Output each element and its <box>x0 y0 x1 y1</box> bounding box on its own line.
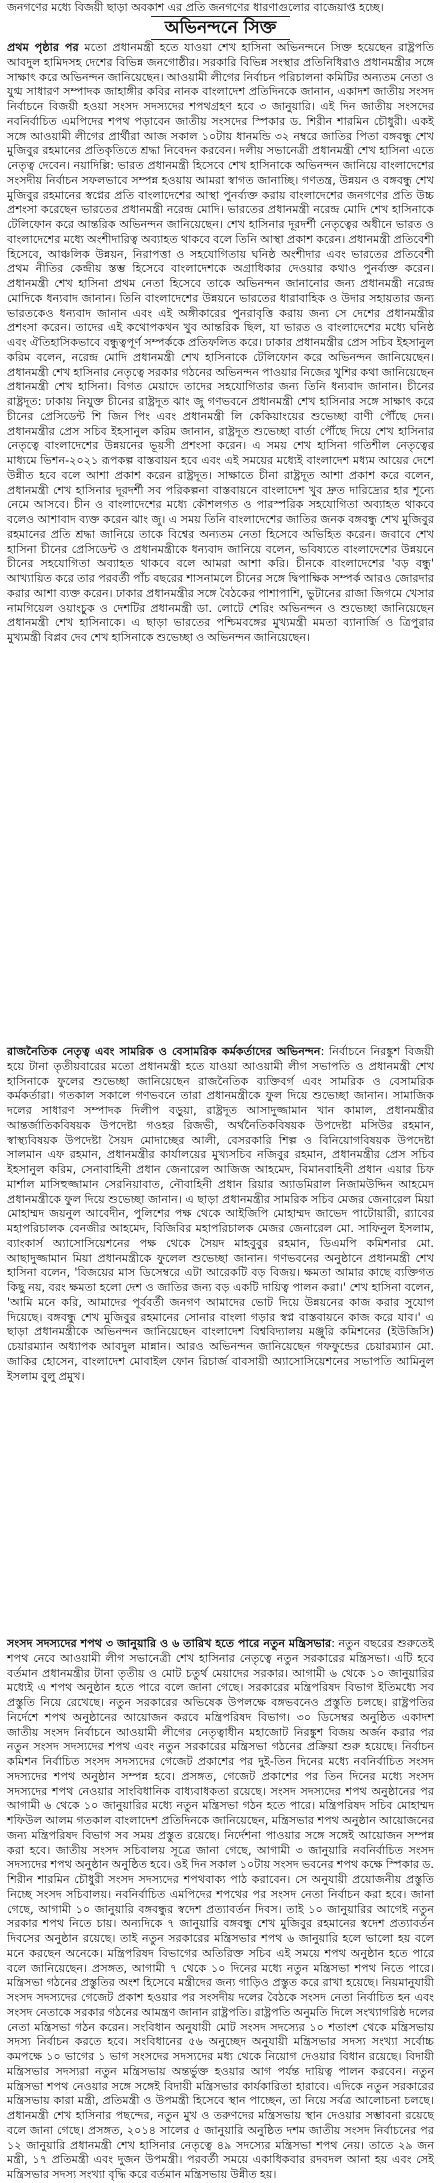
section-lead-first-page: প্রথম পৃষ্ঠার পর <box>7 41 79 54</box>
paragraph-oath-cabinet-text: : নতুন বছরের শুরুতেই শপথ নেবে আওয়ামী লীগ সভানেত্রী শেখ হাসিনার নেতৃত্বে নতুন সরকারের মন্ত্রিসভা। এটি হবে বর্তমান প্রধানমন্ত্রীর টানা তৃতীয় ও মোট চতুর্থ মেয়াদের সরকার। আগামী ৬ থেকে ১০ জানুয়ারির মধ্যেই এ শপথ অনুষ্ঠান হতে পারে বলে জানা গেছে। সরকারের মন্ত্রিপরিষদ বিভাগ ইতিমধ্যে সব প্রস্তুতি নিয়ে রেখেছে। নতুন সরকারের অভিষেক উপলক্ষে বঙ্গভবনেও প্রস্তুতি চলছে। রাষ্ট্রপতির নির্দেশে শপথ অনুষ্ঠানের আয়োজন করবে মন্ত্রিপরিষদ বিভাগ। ৩০ ডিসেম্বর অনুষ্ঠিত একাদশ জাতীয় সংসদ নির্বাচনে আওয়ামী লীগের নেতৃত্বাধীন মহাজোট নিরঙ্কুশ বিজয় অর্জন করার পর নতুন সংসদ সদস্যদের শপথ এবং নতুন সরকারের মন্ত্রিসভা গঠনের প্রক্রিয়া শুরু হয়েছে। নির্বাচন কমিশন নির্বাচিত সংসদ সদস্যদের গেজেট প্রকাশের পর দুই-তিন দিনের মধ্যে নবনির্বাচিত সংসদ সদস্যদের শপথ অনুষ্ঠান সম্পন্ন হবে। প্রসঙ্গত, গেজেট প্রকাশের পর তিন দিনের মধ্যে সংসদ সদস্যদের শপথ নেওয়ার সাংবিধানিক বাধ্যবাধকতা রয়েছে। সংসদ সদস্যদের শপথ অনুষ্ঠানের পর আগামী ৬ থেকে ১০ জানুয়ারির মধ্যে নতুন মন্ত্রিসভা গঠন হতে পারে। মন্ত্রিপরিষদ সচিব মোহাম্মদ শফিউল আলম গতকাল বাংলাদেশ প্রতিদিনকে জানিয়েছেন, মন্ত্রিসভার শপথ অনুষ্ঠান আয়োজনের জন্য মন্ত্রিপরিষদ বিভাগ সব সময় প্রস্তুত রয়েছে। নির্দেশনা পাওয়ার সঙ্গে সঙ্গেই আয়োজন সম্পন্ন করা হবে। জাতীয় সংসদ সচিবালয় সূত্রে জানা গেছে, আগামী ৩ জানুয়ারি নবনির্বাচিত সংসদ সদস্যদের শপথ অনুষ্ঠান অনুষ্ঠিত হবে। ওই দিন সকাল ১০টায় সংসদ ভবনের শপথ কক্ষে স্পিকার ড. শিরীন শারমিন চৌধুরী সংসদ সদস্যদের শপথবাক্য পাঠ করাবেন। সে অনুযায়ী প্রয়োজনীয় প্রস্তুতি নিচ্ছে সংসদ সচিবালয়। নবনির্বাচিত এমপিদের শপথের পর সংসদ নেতা নির্বাচন করা হবে। জানা গেছে, আগামী ১০ জানুয়ারি বঙ্গবন্ধুর স্বদেশ প্রত্যাবর্তন দিবস। তাই ১০ জানুয়ারির আগেই নতুন সরকার শপথ নিতে চায়। অন্যদিকে ৭ জানুয়ারি বঙ্গবন্ধু শেখ মুজিবুর রহমানের স্বদেশ প্রত্যাবর্তন দিবসের অনুষ্ঠান রয়েছে। তাই নতুন সরকারের মন্ত্রিসভার শপথ ৬ জানুয়ারি হলে ভালো হয় বলে মনে করছেন অনেকে। মন্ত্রিপরিষদ বিভাগের অতিরিক্ত সচিব এই সময়ে শপথ অনুষ্ঠান হতে পারে বলে জানিয়েছেন। প্রসঙ্গত, আগামী ৭ থেকে ১০ দিনের মধ্যে নতুন মন্ত্রিসভা শপথ নিতে পারে। মন্ত্রিসভা গঠনের প্রস্তুতির অংশ হিসেবে মন্ত্রীদের জন্য গাড়িও প্রস্তুত করে রাখা হয়েছে। নিয়মানুযায়ী সংসদ সদস্যদের গেজেট প্রকাশ হওয়ার পর সংসদীয় দলের বৈঠকে সংসদ নেতা নির্বাচিত হন এবং সংসদ নেতাকে সরকার গঠনের আমন্ত্রণ জানান রাষ্ট্রপতি। রাষ্ট্রপতি অনুমতি দিলে সংখ্যাগরিষ্ঠ দলের নেতা মন্ত্রিসভা গঠন করেন। সংবিধান অনুযায়ী মোট সংসদ সদস্যের ১০ শতাংশ থেকে মন্ত্রিসভায় সদস্য নির্বাচন করতে হবে। সংবিধানের ৫৬ অনুচ্ছেদ অনুযায়ী মন্ত্রিসভার সদস্য সংখ্যা সর্বোচ্চ কমপক্ষে ১০ ভাগের ১ ভাগ সংসদের সদস্যদের মধ্য থেকে নিয়োগ দেওয়ার বিধান রয়েছে। বিদায়ী মন্ত্রিসভার সদস্যরা নতুন মন্ত্রিসভায় অন্তর্ভুক্ত হওয়ার আগ পর্যন্ত দায়িত্ব পালন করবেন। নতুন মন্ত্রিসভা শপথ নেওয়ার সঙ্গে সঙ্গেই বিদায়ী মন্ত্রিসভার কার্যকারিতা হারাবে। এদিকে নতুন সরকারের মন্ত্রিসভায় কারা মন্ত্রী, প্রতিমন্ত্রী ও উপমন্ত্রী হিসেবে স্থান পাচ্ছেন, তা নিয়ে সর্বত্র আলোচনা চলছে। প্রধানমন্ত্রী শেখ হাসিনার পছন্দের, নতুন মুখ ও তরুণদের মন্ত্রিসভায় স্থান দেওয়ার সম্ভাবনা রয়েছে বলে জানা গেছে। প্রসঙ্গত, ২০১৪ সালের ৫ জানুয়ারি অনুষ্ঠিত দশম জাতীয় সংসদ নির্বাচনের পর ১২ জানুয়ারি প্রধানমন্ত্রী শেখ হাসিনার নেতৃত্বে ৪৯ সদস্যের মন্ত্রিসভা শপথ নেয়। তাতে ২৯ জন মন্ত্রী, ১৭ প্রতিমন্ত্রী এবং দুজন উপমন্ত্রী। পরবর্তী সময়ে একাধিকবার রদবদল আনা হয় এবং সেই মন্ত্রিসভার সদস্য সংখ্যা বৃদ্ধি করে বর্তমান মন্ত্রিসভায় উন্নীত হয়। <box>7 1637 434 2181</box>
paragraph-political-leaders <box>7 1045 434 1637</box>
paragraph-oath-cabinet <box>7 1637 434 2181</box>
paragraph-greetings <box>7 41 434 1045</box>
paragraph-greetings-text: মতো প্রধানমন্ত্রী হতে যাওয়া শেখ হাসিনা অভিনন্দনে সিক্ত হয়েছেন রাষ্ট্রপতি আবদুল হামিদসহ দেশের বিভিন্ন জনগোষ্ঠীর। সরকারি বিভিন্ন সংস্থার প্রতিনিধিরাও প্রধানমন্ত্রীর সঙ্গে সাক্ষাৎ করে অভিনন্দন জানিয়েছেন। আওয়ামী লীগের নির্বাচন পরিচালনা কমিটির অন্যতম নেতা ও যুগ্ম সাধারণ সম্পাদক জাহাঙ্গীর কবির নানক বাংলাদেশ প্রতিদিনকে জানান, একাদশ জাতীয় সংসদ নির্বাচনে বিজয়ী হওয়া সংসদ সদস্যদের শপথগ্রহণ হবে ৩ জানুয়ারি। এই দিন জাতীয় সংসদের নবনির্বাচিত এমপিদের শপথ পড়াবেন জাতীয় সংসদের স্পিকার ড. শিরীন শারমিন চৌধুরী। একই সঙ্গে আওয়ামী লীগের প্রার্থীরা আজ সকাল ১০টায় ধানমন্ডি ৩২ নম্বরে জাতির পিতা বঙ্গবন্ধু শেখ মুজিবুর রহমানের প্রতিকৃতিতে শ্রদ্ধা নিবেদন করবেন। দলীয় সভানেত্রী প্রধানমন্ত্রী শেখ হাসিনা এতে নেতৃত্ব দেবেন। নয়াদিল্লি: ভারত প্রধানমন্ত্রী হিসেবে শেখ হাসিনাকে অভিনন্দন জানিয়ে বাংলাদেশের সংসদীয় নির্বাচন সফলভাবে সম্পন্ন হওয়ায় আমরা স্বাগত জানাচ্ছি। গণতন্ত্র, উন্নয়ন ও বঙ্গবন্ধু শেখ মুজিবুর রহমানের স্বপ্নের প্রতি বাংলাদেশের আস্থা পুনর্ব্যক্ত করায় বাংলাদেশের জনগণের প্রতি উচ্চ প্রশংসা করেছেন ভারতের প্রধানমন্ত্রী নরেন্দ্র মোদি। ভারতের প্রধানমন্ত্রী নরেন্দ্র মোদি শেখ হাসিনাকে টেলিফোন করে আন্তরিক অভিনন্দন জানিয়েছেন। শেখ হাসিনার দূরদর্শী নেতৃত্বের অধীনে ভারত ও বাংলাদেশের মধ্যে অংশীদারিত্ব অব্যাহত থাকবে বলে তিনি আস্থা প্রকাশ করেন। প্রধানমন্ত্রী প্রতিবেশী হিসেবে, আঞ্চলিক উন্নয়ন, নিরাপত্তা ও সহযোগিতায় ঘনিষ্ঠ অংশীদার এবং ভারতের প্রতিবেশী প্রথম নীতির কেন্দ্রীয় স্তম্ভ হিসেবে বাংলাদেশকে অগ্রাধিকার দেওয়ার কথাও পুনর্ব্যক্ত করেন। প্রধানমন্ত্রী শেখ হাসিনা প্রথম নেতা হিসেবে তাকে অভিনন্দন জানানোর জন্য প্রধানমন্ত্রী নরেন্দ্র মোদিকে ধন্যবাদ জানান। তিনি বাংলাদেশের উন্নয়নে ভারতের ধারাবাহিক ও উদার সহায়তার জন্য ভারতকেও ধন্যবাদ জানান এবং এই অঙ্গীকারের পুনরাবৃত্তি করায় জন্য সে দেশের প্রধানমন্ত্রীর প্রশংসা করেন। তাদের এই কথোপকথন খুব আন্তরিক ছিল, যা ভারত ও বাংলাদেশের মধ্যে ঘনিষ্ঠ এবং ঐতিহাসিকভাবে বন্ধুত্বপূর্ণ সম্পর্ককে প্রতিফলিত করে। ঢাকার প্রধানমন্ত্রীর প্রেস সচিব ইহসানুল করিম বলেন, নরেন্দ্র মোদি প্রধানমন্ত্রী শেখ হাসিনাকে টেলিফোন করে অভিনন্দন জানিয়েছেন। প্রধানমন্ত্রী শেখ হাসিনার নেতৃত্বে সরকার গঠনের অভিনন্দন পাওয়ার নিজের খুশির কথা জানিয়েছেন প্রধানমন্ত্রী শেখ হাসিনা। বিগত মেয়াদে তাদের সহযোগিতার জন্য তিনি ধন্যবাদ জানান। চীনের রাষ্ট্রদূত: ঢাকায় নিযুক্ত চীনের রাষ্ট্রদূত ঝাং জু গণভবনে প্রধানমন্ত্রী শেখ হাসিনার সঙ্গে সাক্ষাৎ করে চীনের প্রেসিডেন্ট শি জিন পিং এবং প্রধানমন্ত্রী লি কেকিয়াংয়ের শুভেচ্ছা বাণী পৌঁছে দেন। প্রধানমন্ত্রীর প্রেস সচিব ইহসানুল করিম জানান, রাষ্ট্রদূত শুভেচ্ছা বার্তা পৌঁছে দিয়ে শেখ হাসিনার নেতৃত্বে বাংলাদেশের উন্নয়নের ভূয়সী প্রশংসা করেন। এ সময় শেখ হাসিনা গতিশীল নেতৃত্বের মাধ্যমে ভিশন-২০২১ রূপকল্প বাস্তবায়ন হবে এবং এই সময়ের মধ্যেই বাংলাদেশ মধ্যম আয়ের দেশে উন্নীত হবে বলে আশা প্রকাশ করেন রাষ্ট্রদূত। সাক্ষাতে চীনা রাষ্ট্রদূত আশা প্রকাশ করে বলেন, প্রধানমন্ত্রী শেখ হাসিনার দূরদর্শী সব পরিকল্পনা বাস্তবায়নে বাংলাদেশ খুব দ্রুত দারিদ্র্যের হার শূন্যে নেমে আসবে। চীন ও বাংলাদেশের মধ্যে কৌশলগত ও পারস্পরিক সহযোগিতা অব্যাহত থাকবে বলেও আশাবাদ ব্যক্ত করেন ঝাং জু। এ সময় তিনি বাংলাদেশের জাতির জনক বঙ্গবন্ধু শেখ মুজিবুর রহমানের প্রতি শ্রদ্ধা জানিয়ে তাকে বিশ্বের অন্যতম নেতা হিসেবে অভিহিত করেন। জবাবে শেখ হাসিনা চীনের প্রেসিডেন্ট ও প্রধানমন্ত্রীকে ধন্যবাদ জানিয়ে বলেন, ভবিষ্যতে বাংলাদেশের উন্নয়নে চীনের সহযোগিতা অব্যাহত থাকবে বলে আমরা আশা করি। চীনকে বাংলাদেশের 'বড় বন্ধু' আখ্যায়িত করে তার পরবর্তী পাঁচ বছরের শাসনামলে চীনের সঙ্গে দ্বিপাক্ষিক সম্পর্ক আরও জোরদার করার আশা ব্যক্ত করেন। ঢাকার প্রধানমন্ত্রীর সঙ্গে বৈঠকের পাশাপাশি, ভুটানের রাজা জিগমে খেসার নামগিয়েল ওয়াংচুক ও দেশটির প্রধানমন্ত্রী ডা. লোটে শেরিং অভিনন্দন ও শুভেচ্ছা জানিয়েছেন প্রধানমন্ত্রী শেখ হাসিনাকে। এ ছাড়া ভারতের পশ্চিমবঙ্গের মুখ্যমন্ত্রী মমতা ব্যানার্জি ও ত্রিপুরার মুখ্যমন্ত্রী বিপ্লব দেব শেখ হাসিনাকে শুভেচ্ছা ও অভিনন্দন জানিয়েছেন। <box>7 41 434 644</box>
article-headline: অভিনন্দনে সিক্ত <box>151 16 291 40</box>
section-lead-oath: সংসদ সদস্যদের শপথ ৩ জানুয়ারি ও ৬ তারিখ হতে পারে নতুন মন্ত্রিসভার <box>7 1637 332 1650</box>
section-lead-political-leaders: রাজনৈতিক নেতৃত্ব এবং সামরিক ও বেসামরিক কর্মকর্তাদের অভিনন্দন <box>7 1045 321 1058</box>
headline-box <box>7 16 434 40</box>
continued-line: জনগণের মধ্যে বিজয়ী ছাড়া অবকাশ এর প্রতি জনগণের ধারণাগুলোর বাজেয়াপ্ত হচ্ছে। <box>7 1 384 14</box>
paragraph-political-leaders-text: : নির্বাচনে নিরঙ্কুশ বিজয়ী হয়ে টানা তৃতীয়বারের মতো প্রধানমন্ত্রী হতে যাওয়া আওয়ামী লীগ সভাপতি ও প্রধানমন্ত্রী শেখ হাসিনাকে ফুলের শুভেচ্ছা জানিয়েছেন রাজনৈতিক ব্যক্তিবর্গ এবং সামরিক ও বেসামরিক কর্মকর্তারা। গতকাল সকালে গণভবনে তারা প্রধানমন্ত্রীকে ফুল দিয়ে শুভেচ্ছা জানান। সামাজিক দলের সাধারণ সম্পাদক দিলীপ বড়ুয়া, রাষ্ট্রদূত আসাদুজ্জামান খান কামাল, প্রধানমন্ত্রীর আন্তর্জাতিকবিষয়ক উপদেষ্টা গওহর রিজভী, অর্থনৈতিকবিষয়ক উপদেষ্টা মসিউর রহমান, স্বাস্থ্যবিষয়ক উপদেষ্টা সৈয়দ মোদাচ্ছের আলী, বেসরকারি শিল্প ও বিনিয়োগবিষয়ক উপদেষ্টা সালমান এফ রহমান, প্রধানমন্ত্রীর কার্যালয়ের মুখ্যসচিব নজিবুর রহমান, প্রধানমন্ত্রীর প্রেস সচিব ইহসানুল করিম, সেনাবাহিনী প্রধান জেনারেল আজিজ আহমেদ, বিমানবাহিনী প্রধান এয়ার চিফ মার্শাল মাসিহুজ্জামান সেরনিয়াবাত, নৌবাহিনী প্রধান রিয়ার অ্যাডমিরাল নিজামউদ্দিন আহমেদ প্রধানমন্ত্রীকে ফুল দিয়ে শুভেচ্ছা জানান। এ ছাড়া প্রধানমন্ত্রীর সামরিক সচিব মেজর জেনারেল মিয়া মোহাম্মদ জয়নুল আবেদীন, পুলিশের পক্ষ থেকে আইজিপি মোহাম্মদ জাভেদ পাটোয়ারী, র‍্যাবের মহাপরিচালক বেনজীর আহমেদ, বিজিবির মহাপরিচালক মেজর জেনারেল মো. সাফিনুল ইসলাম, ব্যাংকার্স অ্যাসোসিয়েশনের পক্ষ থেকে সৈয়দ মাহবুবুর রহমান, ডিএমপি কমিশনার মো. আছাদুজ্জামান মিয়া প্রধানমন্ত্রীকে ফুলেল শুভেচ্ছা জানান। গণভবনের অনুষ্ঠানে প্রধানমন্ত্রী শেখ হাসিনা বলেন, 'বিজয়ের মাস ডিসেম্বরে এটা আরেকটি বড় বিজয়। ক্ষমতা আমার কাছে ব্যক্তিগত কিছু নয়, বরং ক্ষমতা হলো দেশ ও জাতির জন্য বড় একটি দায়িত্ব পালন করা।' শেখ হাসিনা বলেন, 'আমি মনে করি, আমাদের পূর্ববর্তী জনগণ আমাদের ভোট দিয়ে উন্নয়নের কাজ করার সুযোগ দিয়েছে। বঙ্গবন্ধু শেখ মুজিবুর রহমানের সোনার বাংলা গড়ার স্বপ্ন বাস্তবায়নে কাজ করে যাব।' এ ছাড়া প্রধানমন্ত্রীকে অভিনন্দন জানিয়েছেন বাংলাদেশ বিশ্ববিদ্যালয় মঞ্জুরি কমিশনের (ইউজিসি) চেয়ারম্যান অধ্যাপক আবদুল মান্নান। আরও অভিনন্দন জানিয়েছেন গফফুন্ডের চেয়ারম্যান মো. জাকির হোসেন, বাংলাদেশ মোবাইল ফোন রিচার্জ বাবসায়ী অ্যাসোসিয়েশনের সভাপতি আমিনুল ইসলাম বুলু প্রমুখ। <box>7 1045 435 1383</box>
